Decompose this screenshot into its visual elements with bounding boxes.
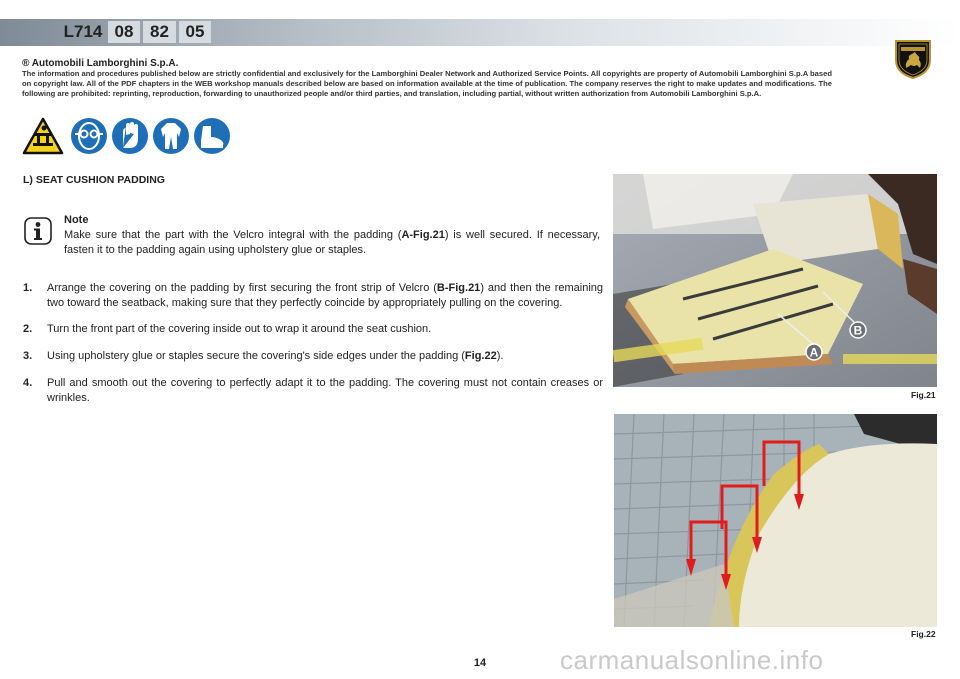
step-number: 2.	[23, 323, 33, 335]
step-ref: Fig.22	[464, 350, 497, 362]
lift-warning-icon	[22, 117, 64, 155]
step-text: Arrange the covering on the padding by first securing the front strip of Velcro (	[47, 282, 437, 294]
note-text-before: Make sure that the part with the Velcro integral with the padding (	[64, 229, 402, 241]
note-text	[64, 228, 600, 258]
step-number: 1.	[23, 282, 33, 294]
step-text: Pull and smooth out the covering to perfectly adapt it to the padding. The covering must not contain creases or wrinkles.	[47, 377, 603, 404]
header-code-subgroup: 82	[143, 21, 176, 43]
figure-22-label: Fig.22	[911, 629, 936, 639]
step-text: Turn the front part of the covering inside out to wrap it around the seat cushion.	[47, 323, 432, 335]
step-text: Using upholstery glue or staples secure the covering's side edges under the padding (	[47, 350, 465, 362]
gloves-icon	[111, 117, 149, 155]
step-1	[23, 281, 603, 311]
copyright-title: ® Automobili Lamborghini S.p.A.	[22, 58, 179, 69]
info-note-icon	[24, 217, 52, 245]
header-code-section: 05	[179, 21, 211, 43]
safety-shoes-icon	[193, 117, 231, 155]
section-title: L) SEAT CUSHION PADDING	[23, 174, 165, 186]
page-number: 14	[473, 657, 487, 669]
lamborghini-logo-icon	[893, 38, 933, 80]
step-number: 4.	[23, 377, 33, 389]
note-title: Note	[64, 214, 89, 226]
step-4	[23, 376, 603, 406]
step-text-after: ) and then the remaining two toward the seatback, making sure that they perfectly coincide by appropriately pulling on the covering.	[47, 282, 603, 309]
figure-22-photo	[614, 414, 937, 627]
step-2	[23, 322, 603, 337]
step-number: 3.	[23, 350, 33, 362]
safety-goggles-icon	[70, 117, 108, 155]
header-code-group: 08	[108, 21, 140, 43]
figure-21-label: Fig.21	[911, 390, 936, 400]
copyright-block	[22, 58, 832, 99]
callout-b-label: B	[853, 323, 863, 338]
figure-21-photo	[613, 174, 937, 387]
copyright-text: The information and procedures published below are strictly confidential and exclusively for the Lamborghini Dealer Network and Authorized Service Points. All copyrights are property of Automobili Lamborghini S.p.A based on copyright law. All of the PDF chapters in the WEB workshop manuals described below are based on information available at the time of publication. The company reserves the right to make updates and modifications. The following are prohibited: reprinting, reproduction, forwarding to unauthorized people and/or third parties, and translation, including partial, without written authorization from Automobili Lamborghini S.p.A.	[22, 69, 832, 98]
step-3	[23, 349, 603, 364]
step-text-after: ).	[496, 350, 504, 362]
note-text-after: ) is well secured. If necessary, fasten it to the padding again using upholstery glue or staples.	[64, 229, 601, 256]
note-ref: A-Fig.21	[401, 229, 445, 241]
header-code-model: L714	[63, 22, 103, 41]
step-ref: B-Fig.21	[436, 282, 481, 294]
watermark: carmanualsonline.info	[560, 645, 824, 675]
callout-a-label: A	[809, 345, 819, 360]
overalls-icon	[152, 117, 190, 155]
